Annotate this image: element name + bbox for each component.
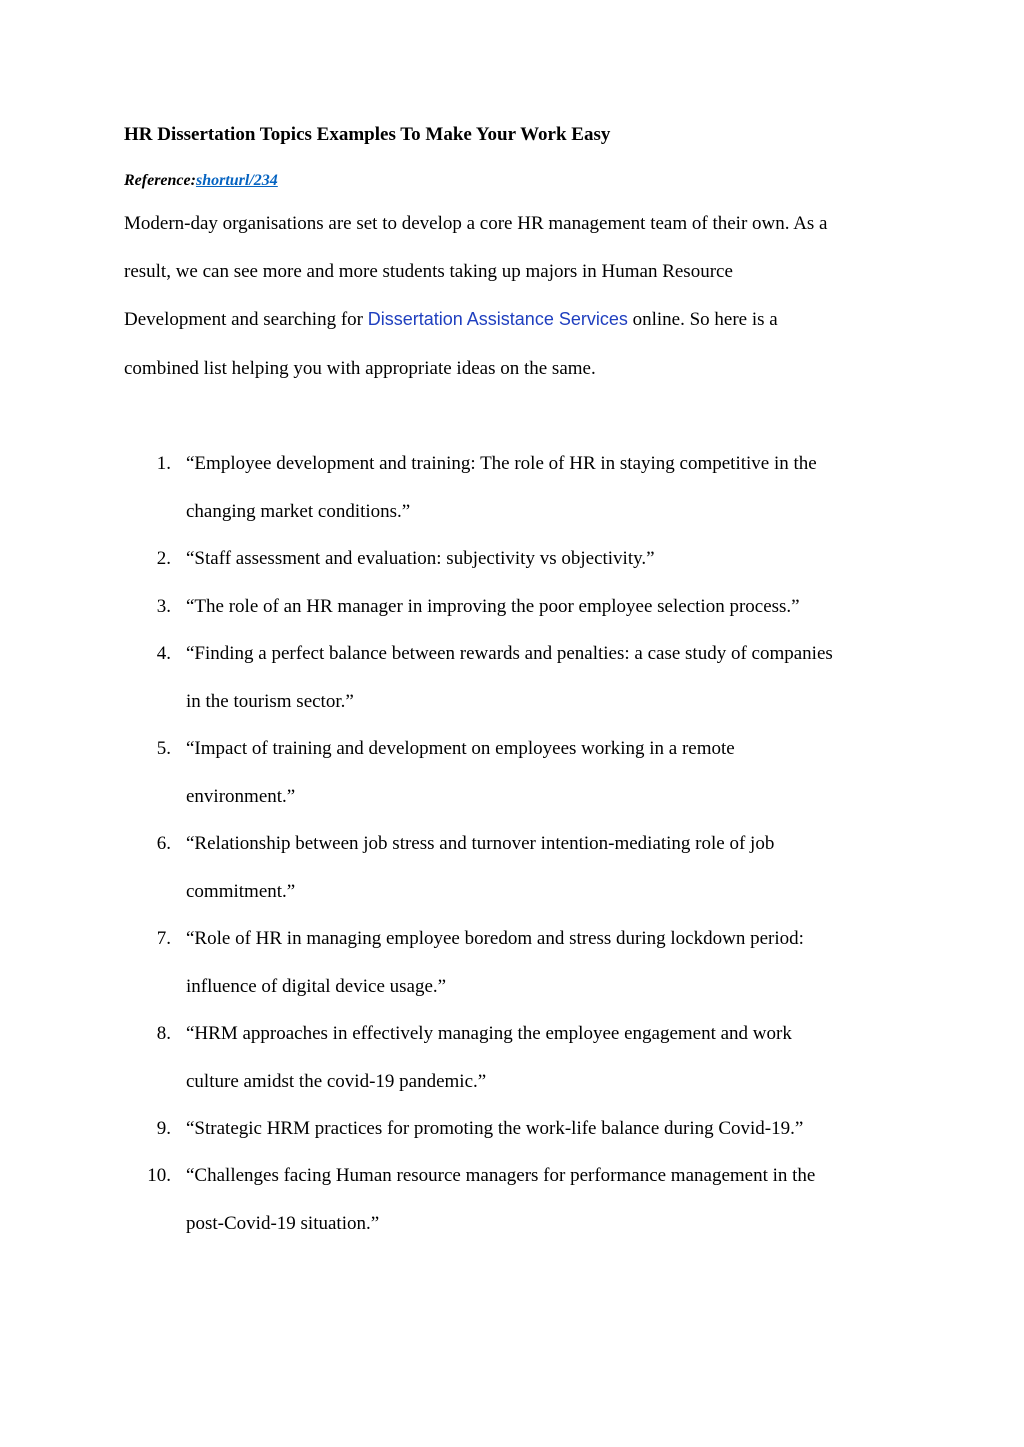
list-item-number: 6.	[156, 833, 171, 854]
list-item: “Employee development and training: The role of HR in staying competitive in the	[186, 453, 817, 474]
reference-label: Reference:	[124, 172, 196, 189]
intro-line: result, we can see more and more students taking up majors in Human Resource	[124, 261, 733, 282]
intro-line: Modern-day organisations are set to develop a core HR management team of their own. As a	[124, 213, 828, 234]
dissertation-services-link[interactable]: Dissertation Assistance Services	[367, 309, 628, 329]
intro-line: combined list helping you with appropriate ideas on the same.	[124, 358, 596, 379]
list-item-number: 9.	[156, 1118, 171, 1139]
list-item: “HRM approaches in effectively managing the employee engagement and work	[186, 1023, 792, 1044]
list-item: “Finding a perfect balance between rewards and penalties: a case study of companies	[186, 643, 833, 664]
list-item-number: 7.	[156, 928, 171, 949]
list-item: “Staff assessment and evaluation: subjectivity vs objectivity.”	[186, 548, 655, 569]
list-item-number: 8.	[156, 1023, 171, 1044]
list-item-continuation: in the tourism sector.”	[186, 691, 354, 712]
list-item: “Challenges facing Human resource managers for performance management in the	[186, 1165, 816, 1186]
intro-text: Development and searching for	[124, 309, 368, 330]
document-title: HR Dissertation Topics Examples To Make Your Work Easy	[124, 124, 611, 145]
list-item-continuation: commitment.”	[186, 881, 296, 902]
reference-line	[124, 172, 278, 190]
list-item: “Role of HR in managing employee boredom and stress during lockdown period:	[186, 928, 804, 949]
list-item-number: 2.	[156, 548, 171, 569]
list-item: “Strategic HRM practices for promoting the work-life balance during Covid-19.”	[186, 1118, 804, 1139]
list-item-continuation: culture amidst the covid-19 pandemic.”	[186, 1071, 487, 1092]
list-item-number: 1.	[156, 453, 171, 474]
list-item: “Impact of training and development on employees working in a remote	[186, 738, 735, 759]
intro-line	[124, 309, 778, 331]
intro-text: online. So here is a	[627, 309, 778, 330]
list-item-continuation: changing market conditions.”	[186, 501, 411, 522]
list-item: “Relationship between job stress and turnover intention-mediating role of job	[186, 833, 775, 854]
list-item-number: 3.	[156, 596, 171, 617]
list-item-number: 4.	[156, 643, 171, 664]
list-item-number: 5.	[156, 738, 171, 759]
list-item-continuation: influence of digital device usage.”	[186, 976, 447, 997]
reference-link[interactable]: shorturl/234	[195, 172, 278, 189]
list-item: “The role of an HR manager in improving the poor employee selection process.”	[186, 596, 800, 617]
list-item-number: 10.	[147, 1165, 171, 1186]
list-item-continuation: environment.”	[186, 786, 296, 807]
list-item-continuation: post-Covid-19 situation.”	[186, 1213, 380, 1234]
